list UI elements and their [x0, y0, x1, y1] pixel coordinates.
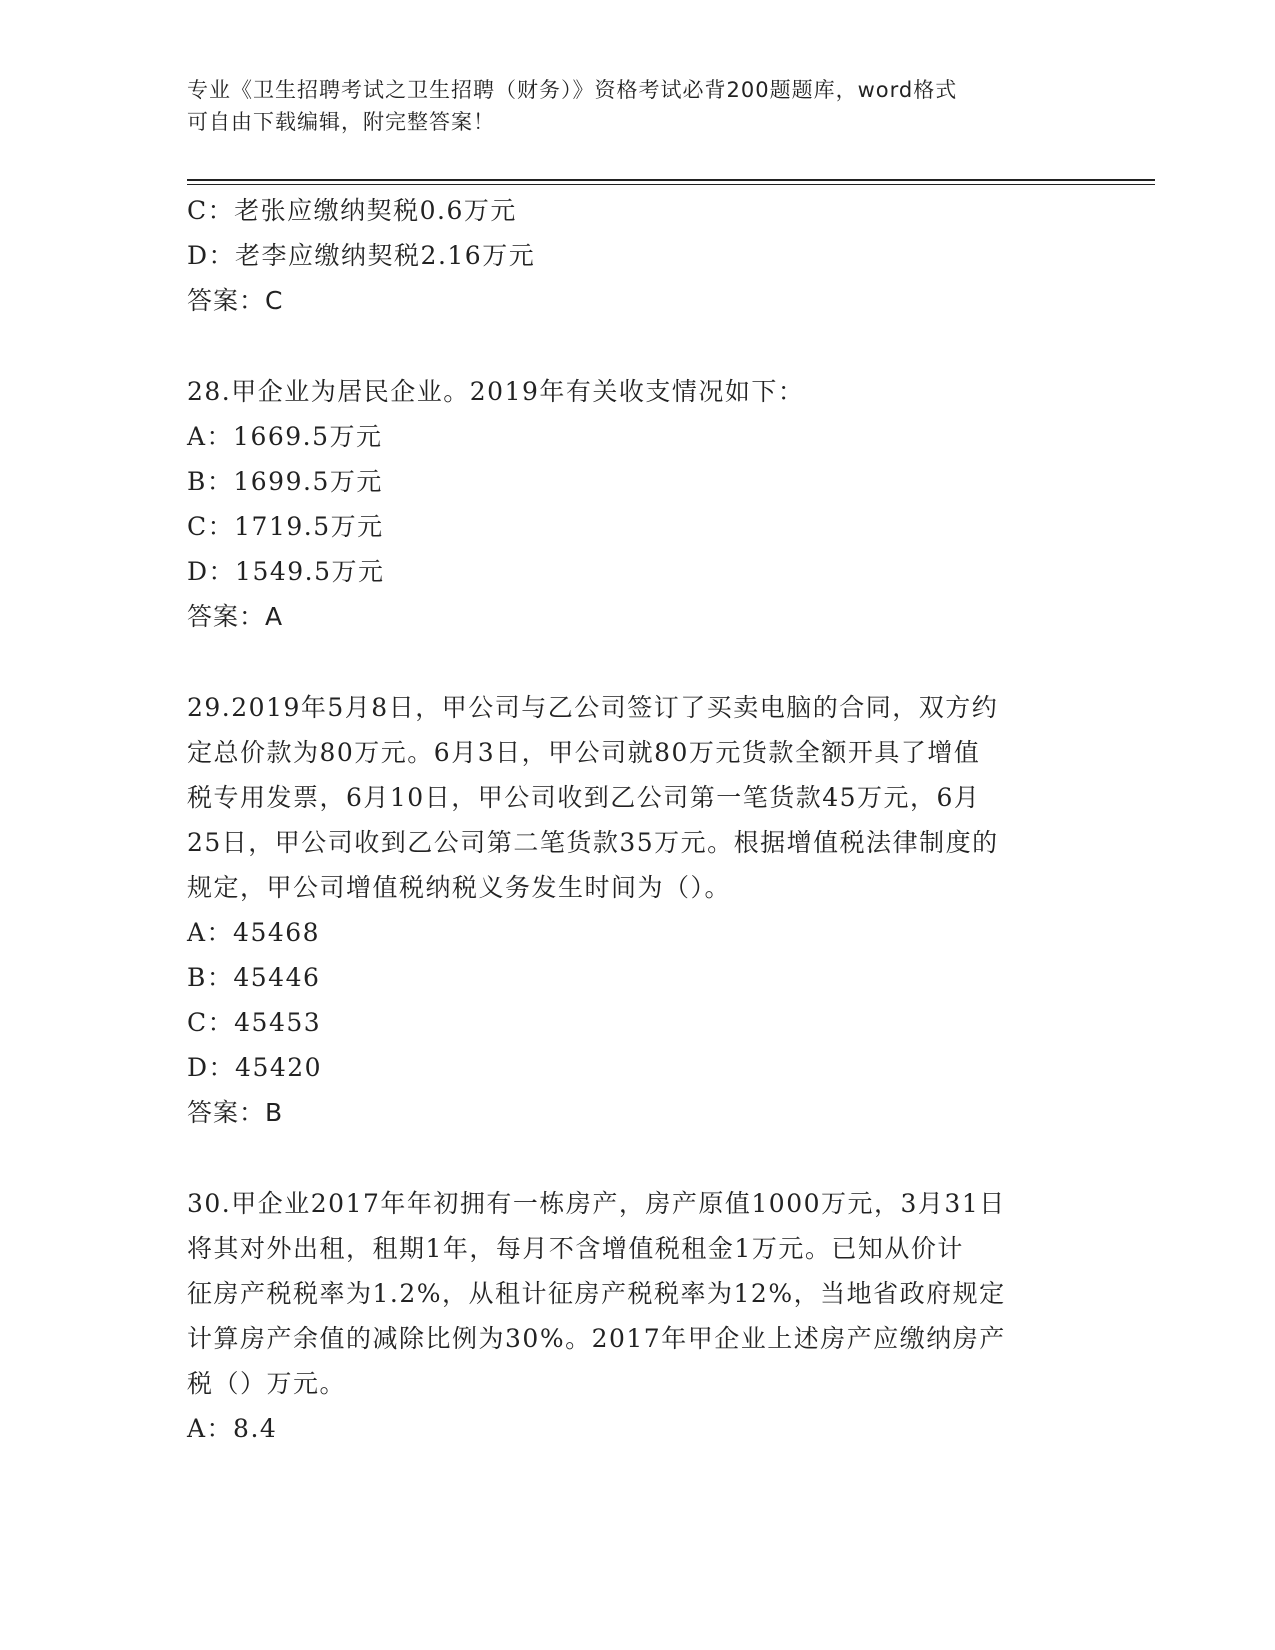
spacer — [187, 1135, 1087, 1181]
option-b: B：45446 — [187, 963, 321, 992]
question-stem-line: 29.2019年5月8日，甲公司与乙公司签订了买卖电脑的合同，双方约 — [187, 693, 999, 722]
question-stem-line: 征房产税税率为1.2%，从租计征房产税税率为12%，当地省政府规定 — [187, 1279, 1006, 1308]
question-stem-line: 定总价款为80万元。6月3日，甲公司就80万元货款全额开具了增值 — [187, 738, 981, 767]
question-28 — [187, 369, 1087, 639]
header-rule-thin — [187, 184, 1155, 185]
option-c: C：老张应缴纳契税0.6万元 — [187, 196, 517, 225]
header-line-2: 可自由下载编辑，附完整答案！ — [187, 110, 495, 134]
document-header — [187, 74, 1087, 138]
spacer — [187, 323, 1087, 369]
question-stem: 28.甲企业为居民企业。2019年有关收支情况如下： — [187, 377, 805, 406]
question-stem-line: 将其对外出租，租期1年，每月不含增值税租金1万元。已知从价计 — [187, 1234, 964, 1263]
question-content — [187, 188, 1087, 1451]
spacer — [187, 639, 1087, 685]
header-line-1: 专业《卫生招聘考试之卫生招聘（财务）》资格考试必背200题题库，word格式 — [187, 78, 958, 102]
option-b: B：1699.5万元 — [187, 467, 383, 496]
question-stem-line: 规定，甲公司增值税纳税义务发生时间为（）。 — [187, 873, 732, 902]
option-d: D：老李应缴纳契税2.16万元 — [187, 241, 536, 270]
answer-line: 答案：A — [187, 602, 284, 631]
option-a: A：1669.5万元 — [187, 422, 383, 451]
option-d: D：45420 — [187, 1053, 323, 1082]
option-c: C：1719.5万元 — [187, 512, 384, 541]
question-30 — [187, 1181, 1087, 1451]
question-stem-line: 计算房产余值的减除比例为30%。2017年甲企业上述房产应缴纳房产 — [187, 1324, 1006, 1353]
question-29 — [187, 685, 1087, 1135]
option-a: A：45468 — [187, 918, 321, 947]
header-rule-thick — [187, 179, 1155, 181]
answer-line: 答案：C — [187, 286, 284, 315]
option-c: C：45453 — [187, 1008, 322, 1037]
question-stem-line: 25日，甲公司收到乙公司第二笔货款35万元。根据增值税法律制度的 — [187, 828, 999, 857]
answer-line: 答案：B — [187, 1098, 284, 1127]
question-stem-line: 30.甲企业2017年年初拥有一栋房产，房产原值1000万元，3月31日 — [187, 1189, 1006, 1218]
question-27-tail — [187, 188, 1087, 323]
option-a: A：8.4 — [187, 1414, 278, 1443]
question-stem-line: 税专用发票，6月10日，甲公司收到乙公司第一笔货款45万元，6月 — [187, 783, 981, 812]
option-d: D：1549.5万元 — [187, 557, 385, 586]
question-stem-line: 税（）万元。 — [187, 1369, 347, 1398]
